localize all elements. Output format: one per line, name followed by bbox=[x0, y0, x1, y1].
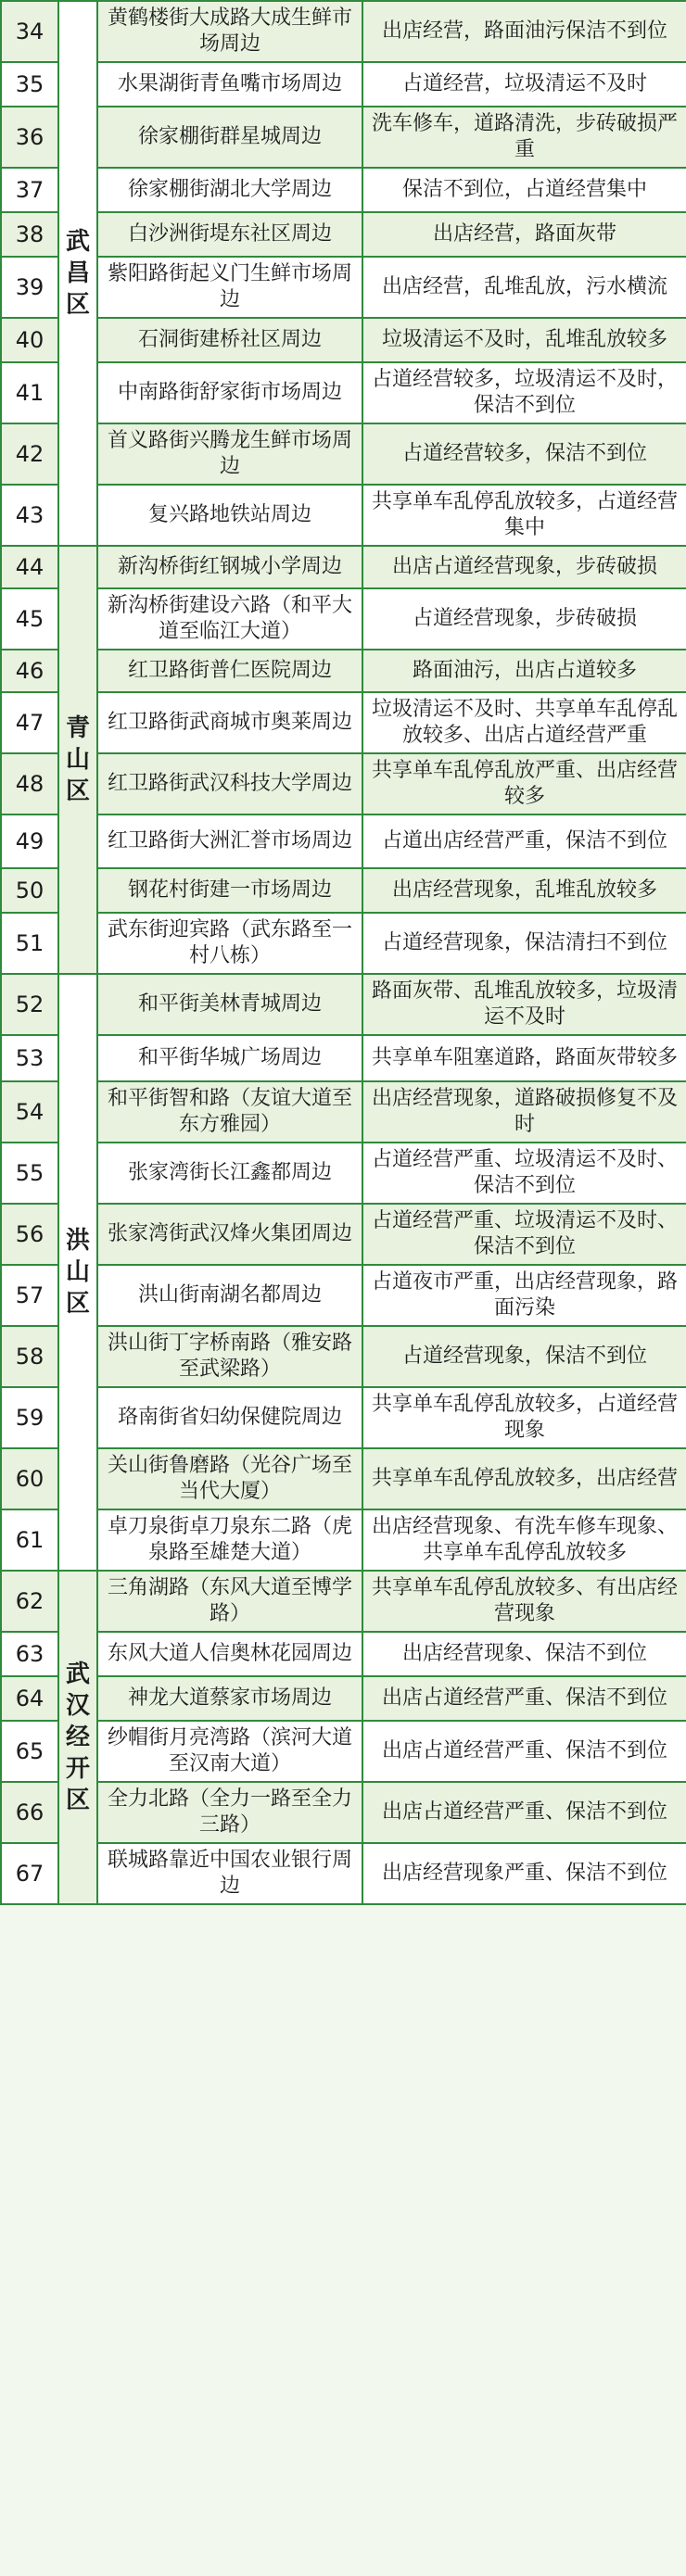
location-cell: 首义路街兴腾龙生鲜市场周边 bbox=[97, 423, 362, 485]
issue-cell: 出店经营现象、有洗车修车现象、共享单车乱停乱放较多 bbox=[362, 1509, 686, 1571]
table-row bbox=[1, 1632, 686, 1676]
table-row bbox=[1, 62, 686, 107]
row-number: 67 bbox=[1, 1843, 58, 1904]
location-cell: 洪山街南湖名都周边 bbox=[97, 1265, 362, 1326]
table-row bbox=[1, 588, 686, 650]
row-number: 37 bbox=[1, 168, 58, 212]
row-number: 43 bbox=[1, 485, 58, 546]
location-cell: 卓刀泉街卓刀泉东二路（虎泉路至雄楚大道） bbox=[97, 1509, 362, 1571]
table-body bbox=[1, 1, 686, 1904]
issue-cell: 占道经营，垃圾清运不及时 bbox=[362, 62, 686, 107]
issue-cell: 洗车修车，道路清洗，步砖破损严重 bbox=[362, 107, 686, 168]
table-row bbox=[1, 107, 686, 168]
location-cell: 神龙大道蔡家市场周边 bbox=[97, 1676, 362, 1721]
row-number: 39 bbox=[1, 257, 58, 318]
district-label: 武 汉 经 开 区 bbox=[65, 1661, 90, 1814]
location-cell: 关山街鲁磨路（光谷广场至当代大厦） bbox=[97, 1448, 362, 1509]
district-name bbox=[58, 546, 97, 974]
table-row bbox=[1, 1387, 686, 1448]
issue-cell: 出店占道经营现象，步砖破损 bbox=[362, 546, 686, 588]
row-number: 62 bbox=[1, 1571, 58, 1632]
issue-cell: 占道经营现象，步砖破损 bbox=[362, 588, 686, 650]
table-row bbox=[1, 913, 686, 974]
table-row bbox=[1, 650, 686, 692]
row-number: 66 bbox=[1, 1782, 58, 1843]
location-cell: 白沙洲街堤东社区周边 bbox=[97, 212, 362, 257]
row-number: 52 bbox=[1, 974, 58, 1035]
location-cell: 新沟桥街建设六路（和平大道至临江大道） bbox=[97, 588, 362, 650]
row-number: 60 bbox=[1, 1448, 58, 1509]
issue-cell: 占道经营现象，保洁清扫不到位 bbox=[362, 913, 686, 974]
location-cell: 东风大道人信奥林花园周边 bbox=[97, 1632, 362, 1676]
location-cell: 徐家棚街群星城周边 bbox=[97, 107, 362, 168]
location-cell: 张家湾街长江鑫都周边 bbox=[97, 1143, 362, 1204]
row-number: 48 bbox=[1, 753, 58, 814]
district-name bbox=[58, 974, 97, 1571]
district-label: 青 山 区 bbox=[65, 714, 90, 805]
location-cell: 红卫路街武商城市奥莱周边 bbox=[97, 692, 362, 753]
table-row bbox=[1, 692, 686, 753]
table-row bbox=[1, 1204, 686, 1265]
row-number: 61 bbox=[1, 1509, 58, 1571]
issue-cell: 占道出店经营严重，保洁不到位 bbox=[362, 814, 686, 868]
location-cell: 徐家棚街湖北大学周边 bbox=[97, 168, 362, 212]
row-number: 36 bbox=[1, 107, 58, 168]
issue-cell: 出店经营，乱堆乱放，污水横流 bbox=[362, 257, 686, 318]
row-number: 42 bbox=[1, 423, 58, 485]
location-cell: 红卫路街大洲汇誉市场周边 bbox=[97, 814, 362, 868]
row-number: 64 bbox=[1, 1676, 58, 1721]
table-row bbox=[1, 257, 686, 318]
table-row bbox=[1, 485, 686, 546]
row-number: 53 bbox=[1, 1035, 58, 1081]
row-number: 47 bbox=[1, 692, 58, 753]
issue-cell: 出店占道经营严重、保洁不到位 bbox=[362, 1721, 686, 1782]
issue-cell: 出店经营现象，道路破损修复不及时 bbox=[362, 1081, 686, 1143]
issue-cell: 占道经营现象，保洁不到位 bbox=[362, 1326, 686, 1387]
location-cell: 红卫路街普仁医院周边 bbox=[97, 650, 362, 692]
district-name bbox=[58, 1571, 97, 1904]
table-row bbox=[1, 1782, 686, 1843]
location-cell: 新沟桥街红钢城小学周边 bbox=[97, 546, 362, 588]
location-cell: 洪山街丁字桥南路（雅安路至武梁路） bbox=[97, 1326, 362, 1387]
table-row bbox=[1, 362, 686, 423]
table-row bbox=[1, 1448, 686, 1509]
issue-cell: 占道经营严重、垃圾清运不及时、保洁不到位 bbox=[362, 1143, 686, 1204]
table-row bbox=[1, 1143, 686, 1204]
location-cell: 张家湾街武汉烽火集团周边 bbox=[97, 1204, 362, 1265]
row-number: 38 bbox=[1, 212, 58, 257]
location-cell: 中南路街舒家街市场周边 bbox=[97, 362, 362, 423]
issue-cell: 出店经营，路面灰带 bbox=[362, 212, 686, 257]
location-cell: 红卫路街武汉科技大学周边 bbox=[97, 753, 362, 814]
row-number: 56 bbox=[1, 1204, 58, 1265]
issue-cell: 共享单车乱停乱放严重、出店经营较多 bbox=[362, 753, 686, 814]
issue-cell: 共享单车乱停乱放较多、有出店经营现象 bbox=[362, 1571, 686, 1632]
location-cell: 珞南街省妇幼保健院周边 bbox=[97, 1387, 362, 1448]
row-number: 35 bbox=[1, 62, 58, 107]
location-cell: 武东街迎宾路（武东路至一村八栋） bbox=[97, 913, 362, 974]
issue-cell: 垃圾清运不及时、共享单车乱停乱放较多、出店占道经营严重 bbox=[362, 692, 686, 753]
row-number: 49 bbox=[1, 814, 58, 868]
table-row bbox=[1, 318, 686, 362]
row-number: 58 bbox=[1, 1326, 58, 1387]
issue-cell: 占道夜市严重，出店经营现象，路面污染 bbox=[362, 1265, 686, 1326]
row-number: 41 bbox=[1, 362, 58, 423]
issue-cell: 共享单车乱停乱放较多，占道经营现象 bbox=[362, 1387, 686, 1448]
row-number: 50 bbox=[1, 868, 58, 913]
table-row bbox=[1, 1035, 686, 1081]
location-cell: 黄鹤楼街大成路大成生鲜市场周边 bbox=[97, 1, 362, 62]
location-cell: 和平街美林青城周边 bbox=[97, 974, 362, 1035]
issue-cell: 保洁不到位，占道经营集中 bbox=[362, 168, 686, 212]
table-row bbox=[1, 1509, 686, 1571]
table-row bbox=[1, 423, 686, 485]
table-row bbox=[1, 814, 686, 868]
row-number: 46 bbox=[1, 650, 58, 692]
table-row bbox=[1, 212, 686, 257]
location-cell: 复兴路地铁站周边 bbox=[97, 485, 362, 546]
row-number: 63 bbox=[1, 1632, 58, 1676]
row-number: 65 bbox=[1, 1721, 58, 1782]
district-label: 洪 山 区 bbox=[65, 1227, 90, 1318]
table-row bbox=[1, 1265, 686, 1326]
issue-cell: 占道经营较多，垃圾清运不及时，保洁不到位 bbox=[362, 362, 686, 423]
location-cell: 和平街智和路（友谊大道至东方雅园） bbox=[97, 1081, 362, 1143]
issue-cell: 占道经营严重、垃圾清运不及时、保洁不到位 bbox=[362, 1204, 686, 1265]
table-row bbox=[1, 753, 686, 814]
table-row bbox=[1, 168, 686, 212]
issue-cell: 出店经营，路面油污保洁不到位 bbox=[362, 1, 686, 62]
issue-cell: 出店经营现象，乱堆乱放较多 bbox=[362, 868, 686, 913]
table-row bbox=[1, 1721, 686, 1782]
table-row bbox=[1, 1, 686, 62]
row-number: 55 bbox=[1, 1143, 58, 1204]
issue-cell: 路面油污，出店占道较多 bbox=[362, 650, 686, 692]
issue-cell: 路面灰带、乱堆乱放较多，垃圾清运不及时 bbox=[362, 974, 686, 1035]
table-row bbox=[1, 868, 686, 913]
district-label: 武 昌 区 bbox=[65, 228, 90, 319]
issue-cell: 共享单车乱停乱放较多，占道经营集中 bbox=[362, 485, 686, 546]
table-row bbox=[1, 546, 686, 588]
row-number: 40 bbox=[1, 318, 58, 362]
row-number: 54 bbox=[1, 1081, 58, 1143]
location-cell: 紫阳路街起义门生鲜市场周边 bbox=[97, 257, 362, 318]
table-row bbox=[1, 974, 686, 1035]
row-number: 59 bbox=[1, 1387, 58, 1448]
location-cell: 钢花村街建一市场周边 bbox=[97, 868, 362, 913]
row-number: 51 bbox=[1, 913, 58, 974]
location-cell: 三角湖路（东风大道至博学路） bbox=[97, 1571, 362, 1632]
table-row bbox=[1, 1571, 686, 1632]
location-cell: 水果湖街青鱼嘴市场周边 bbox=[97, 62, 362, 107]
row-number: 45 bbox=[1, 588, 58, 650]
location-cell: 联城路靠近中国农业银行周边 bbox=[97, 1843, 362, 1904]
issue-cell: 出店经营现象、保洁不到位 bbox=[362, 1632, 686, 1676]
issue-cell: 出店经营现象严重、保洁不到位 bbox=[362, 1843, 686, 1904]
location-cell: 纱帽街月亮湾路（滨河大道至汉南大道） bbox=[97, 1721, 362, 1782]
issue-cell: 出店占道经营严重、保洁不到位 bbox=[362, 1782, 686, 1843]
row-number: 44 bbox=[1, 546, 58, 588]
table-row bbox=[1, 1326, 686, 1387]
issue-cell: 出店占道经营严重、保洁不到位 bbox=[362, 1676, 686, 1721]
table-row bbox=[1, 1843, 686, 1904]
district-name bbox=[58, 1, 97, 546]
row-number: 34 bbox=[1, 1, 58, 62]
issue-cell: 共享单车阻塞道路，路面灰带较多 bbox=[362, 1035, 686, 1081]
table-row bbox=[1, 1081, 686, 1143]
table-row bbox=[1, 1676, 686, 1721]
issue-cell: 占道经营较多，保洁不到位 bbox=[362, 423, 686, 485]
row-number: 57 bbox=[1, 1265, 58, 1326]
issue-cell: 共享单车乱停乱放较多，出店经营 bbox=[362, 1448, 686, 1509]
location-cell: 石洞街建桥社区周边 bbox=[97, 318, 362, 362]
location-cell: 全力北路（全力一路至全力三路） bbox=[97, 1782, 362, 1843]
location-cell: 和平街华城广场周边 bbox=[97, 1035, 362, 1081]
issue-cell: 垃圾清运不及时，乱堆乱放较多 bbox=[362, 318, 686, 362]
